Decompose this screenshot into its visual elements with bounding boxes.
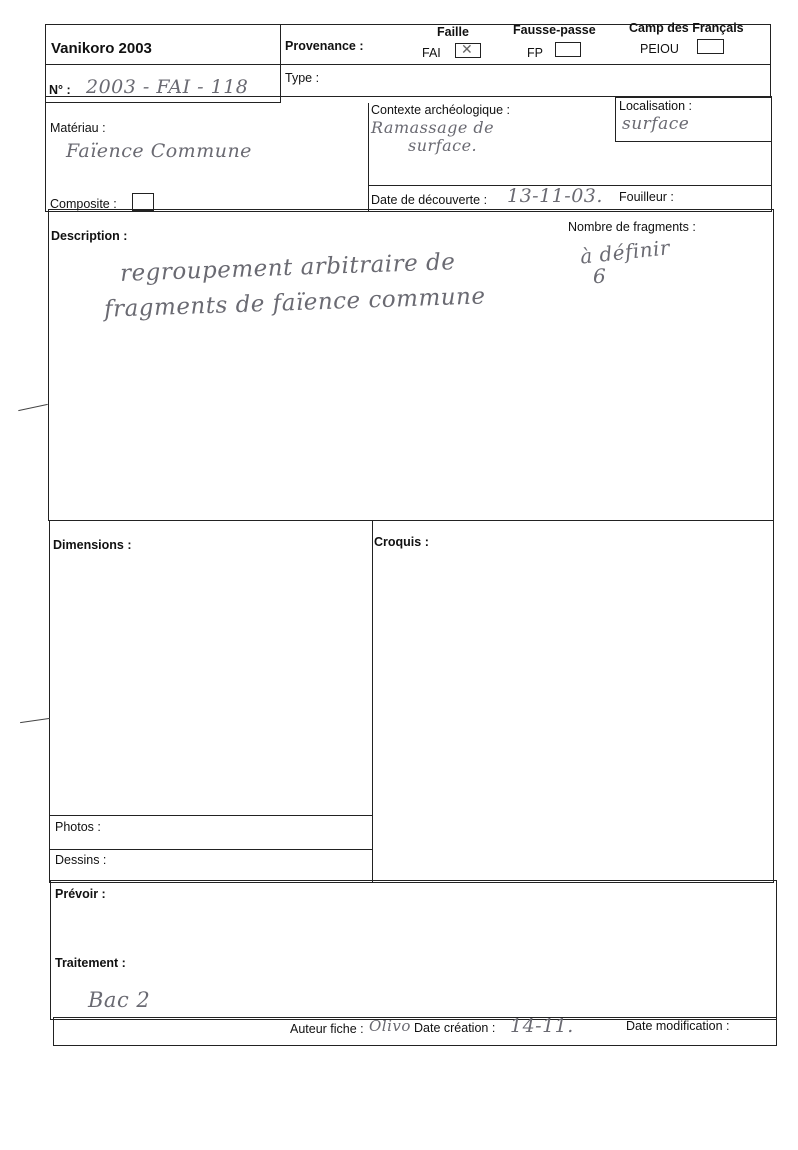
description-line1[interactable]: regroupement arbitraire de: [119, 249, 456, 287]
nombre-fragments-value[interactable]: à définir: [578, 235, 672, 269]
contexte-value-line2[interactable]: surface.: [408, 136, 478, 155]
fouilleur-label: Fouilleur :: [619, 190, 674, 204]
number-value[interactable]: 2003 - FAI - 118: [86, 76, 249, 98]
margin-mark-top: [18, 404, 48, 411]
materiau-label: Matériau :: [50, 121, 106, 135]
fai-code: FAI: [422, 46, 441, 60]
localisation-label: Localisation :: [619, 99, 692, 113]
number-label: N° :: [49, 83, 71, 97]
contexte-label: Contexte archéologique :: [371, 103, 510, 117]
site-title: Vanikoro 2003: [51, 40, 152, 57]
auteur-fiche-value[interactable]: Olivo: [369, 1017, 411, 1035]
peiou-checkbox[interactable]: [697, 39, 724, 54]
description-label: Description :: [51, 229, 128, 243]
contexte-value-line1[interactable]: Ramassage de: [371, 118, 495, 137]
camp-heading: Camp des Français: [629, 21, 744, 35]
description-line2[interactable]: fragments de faïence commune: [103, 283, 486, 323]
prevoir-label: Prévoir :: [55, 887, 106, 901]
traitement-label: Traitement :: [55, 956, 126, 970]
fai-checkbox[interactable]: [455, 43, 481, 58]
composite-label: Composite :: [50, 197, 117, 211]
prevoir-block: [50, 880, 777, 1020]
margin-mark-bottom: [20, 718, 50, 723]
localisation-value[interactable]: surface: [622, 114, 690, 134]
provenance-label: Provenance :: [285, 39, 364, 53]
faille-heading: Faille: [437, 25, 469, 39]
dessins-label: Dessins :: [55, 853, 107, 867]
dimensions-divider: [372, 520, 373, 883]
date-decouverte-value[interactable]: 13-11-03.: [507, 185, 603, 207]
fausse-passe-heading: Fausse-passe: [513, 23, 596, 37]
date-modification-label: Date modification :: [626, 1019, 730, 1033]
traitement-value[interactable]: Bac 2: [88, 988, 151, 1012]
dessins-divider: [49, 849, 372, 850]
date-creation-label: Date création :: [414, 1021, 496, 1035]
fp-checkbox[interactable]: [555, 42, 581, 57]
materiau-value[interactable]: Faïence Commune: [66, 140, 252, 162]
photos-label: Photos :: [55, 820, 101, 834]
dimensions-label: Dimensions :: [53, 538, 132, 552]
fp-code: FP: [527, 46, 543, 60]
dimensions-block: [49, 520, 774, 883]
nombre-fragments-count[interactable]: 6: [593, 264, 607, 288]
photos-divider: [49, 815, 372, 816]
type-label: Type :: [285, 71, 320, 85]
check-mark-icon: ✕: [461, 41, 473, 57]
date-decouverte-label: Date de découverte :: [371, 193, 488, 207]
auteur-fiche-label: Auteur fiche :: [290, 1022, 364, 1036]
materiau-divider: [368, 103, 369, 212]
date-creation-value[interactable]: 14-11.: [510, 1015, 574, 1037]
croquis-label: Croquis :: [374, 535, 429, 549]
peiou-code: PEIOU: [640, 42, 679, 56]
nombre-fragments-label: Nombre de fragments :: [568, 220, 696, 234]
